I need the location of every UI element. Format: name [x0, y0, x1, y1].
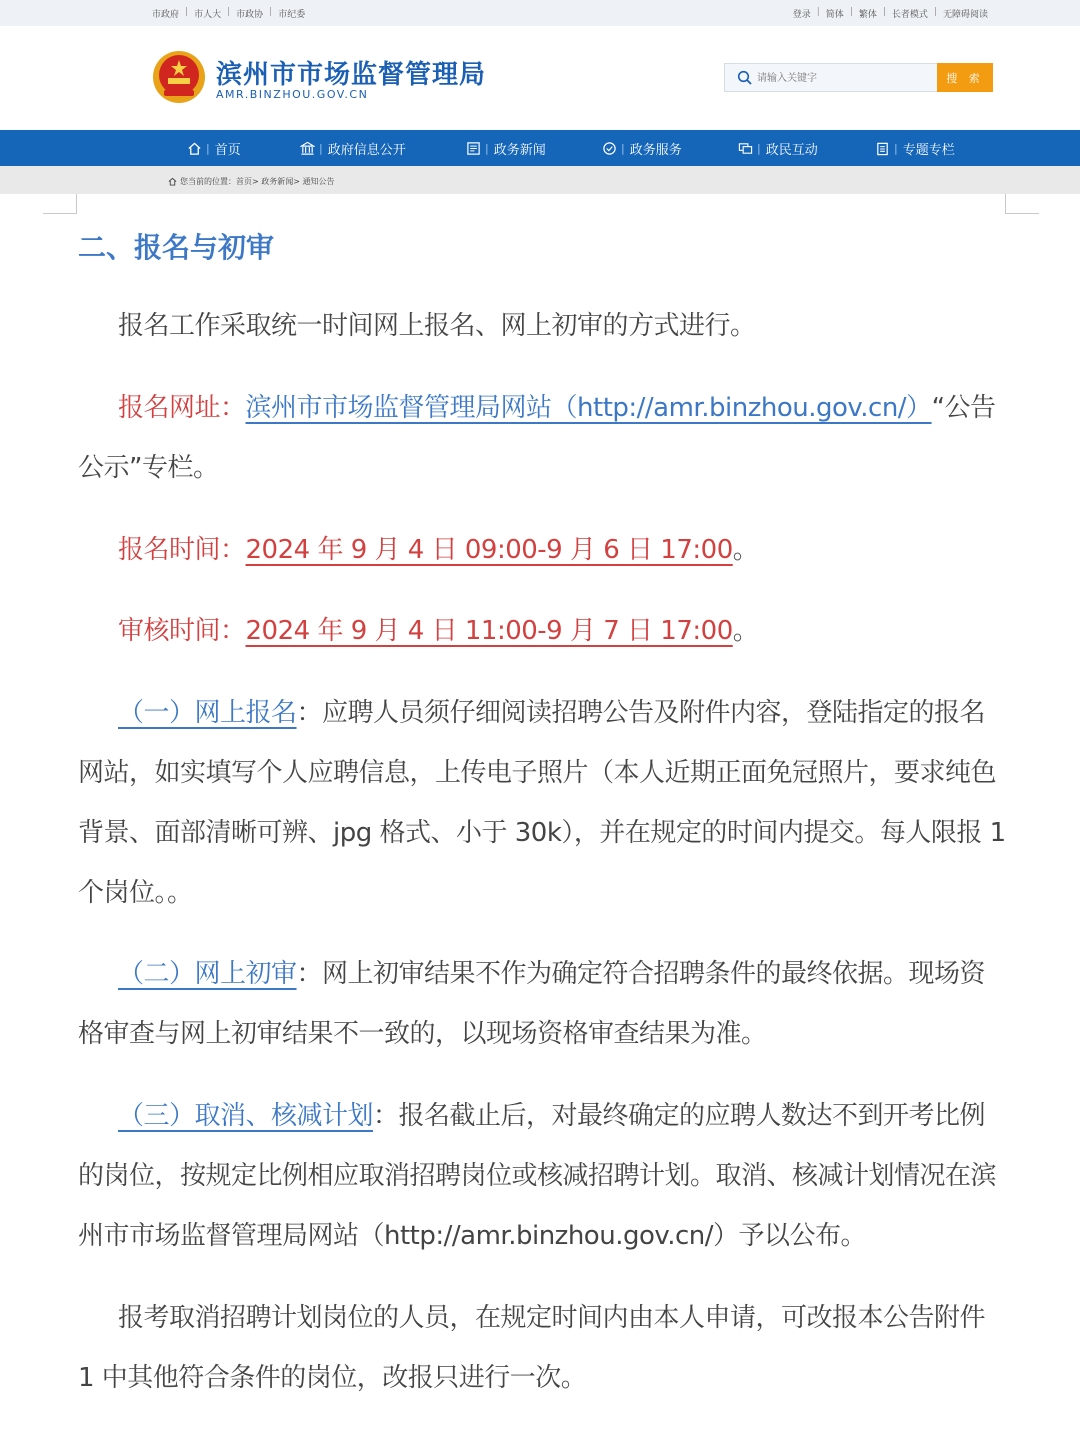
registration-time-label: 报名时间： [118, 535, 246, 565]
clipboard-icon [875, 141, 890, 156]
home-icon [187, 141, 202, 156]
paragraph-cancel-reduce-plan: （三）取消、核减计划：报名截止后，对最终确定的应聘人数达不到开考比例的岗位，按规定比例相应取消招聘岗位或核减招聘计划。取消、核减计划情况在滨州市市场监督管理局网站（http://amr.binzhou.gov.cn/）予以公布。 [78, 1101, 997, 1251]
search-box [724, 63, 993, 92]
link-city-discipline[interactable]: 市纪委 [278, 10, 306, 20]
nav-item-news[interactable]: | 政务新闻 [466, 130, 546, 166]
nav-item-label: 首页 [214, 142, 241, 158]
government-building-icon [300, 141, 315, 156]
nav-item-home[interactable]: | 首页 [187, 130, 241, 166]
site-domain: AMR.BINZHOU.GOV.CN [216, 88, 369, 101]
section-heading: 二、报名与初审 [78, 231, 275, 264]
online-registration-heading[interactable]: （一）网上报名 [118, 698, 297, 728]
link-city-cppcc[interactable]: 市政协 [236, 10, 264, 20]
content-corner-right [1005, 194, 1039, 214]
nav-item-label: 政民互动 [765, 142, 818, 158]
paragraph-registration-method: 报名工作采取统一时间网上报名、网上初审的方式进行。 [118, 311, 756, 341]
nav-item-services[interactable]: | 政务服务 [602, 130, 682, 166]
login-link[interactable]: 登录 [792, 10, 811, 20]
site-name[interactable]: 滨州市市场监督管理局 [216, 60, 487, 90]
content-corner-left [43, 194, 77, 214]
paragraph-online-registration: （一）网上报名：应聘人员须仔细阅读招聘公告及附件内容，登陆指定的报名网站，如实填写个人应聘信息，上传电子照片（本人近期正面免冠照片，要求纯色背景、面部清晰可辨、jpg 格式、小于 30k），并在规定的时间内提交。每人限报 1 个岗位。。 [78, 698, 1006, 908]
paragraph-online-review: （二）网上初审：网上初审结果不作为确定符合招聘条件的最终依据。现场资格审查与网上初审结果不一致的，以现场资格审查结果为准。 [78, 959, 986, 1049]
search-icon [737, 70, 753, 86]
simplified-chinese-link[interactable]: 简体 [825, 10, 844, 20]
nav-item-interaction[interactable]: | 政民互动 [738, 130, 818, 166]
home-icon [168, 177, 177, 186]
nav-item-gov-info[interactable]: | 政府信息公开 [300, 130, 406, 166]
national-emblem-icon [152, 50, 206, 104]
elderly-mode-link[interactable]: 长者模式 [891, 10, 928, 20]
top-links-left: 市政府 | 市人大 | 市政协 | 市纪委 [152, 7, 306, 20]
paragraph-registration-time: 报名时间：2024 年 9 月 4 日 09:00-9 月 6 日 17:00。 [118, 535, 759, 565]
service-icon [602, 141, 617, 156]
search-input[interactable] [757, 68, 927, 88]
site-header [0, 26, 1080, 130]
search-button[interactable]: 搜 索 [937, 63, 993, 92]
link-city-congress[interactable]: 市人大 [194, 10, 222, 20]
main-nav [0, 130, 1080, 166]
registration-url-link[interactable]: 滨州市市场监督管理局网站（http://amr.binzhou.gov.cn/） [245, 393, 932, 423]
interaction-icon [738, 141, 753, 156]
link-city-government[interactable]: 市政府 [152, 10, 180, 20]
top-links-right: 登录 | 简体 | 繁体 | 长者模式 | 无障碍阅读 [792, 7, 988, 20]
paragraph-review-time: 审核时间：2024 年 9 月 4 日 11:00-9 月 7 日 17:00。 [118, 616, 759, 646]
breadcrumb [0, 166, 1080, 194]
cancel-reduce-plan-heading[interactable]: （三）取消、核减计划 [118, 1101, 374, 1131]
nav-item-label: 专题专栏 [902, 142, 955, 158]
online-review-heading[interactable]: （二）网上初审 [118, 959, 297, 989]
registration-url-label: 报名网址： [118, 393, 246, 423]
review-time-value: 2024 年 9 月 4 日 11:00-9 月 7 日 17:00 [245, 616, 733, 646]
traditional-chinese-link[interactable]: 繁体 [858, 10, 877, 20]
nav-item-label: 政务服务 [629, 142, 682, 158]
breadcrumb-text[interactable]: 您当前的位置：首页> 政务新闻> 通知公告 [180, 177, 335, 186]
top-utility-bar [0, 0, 1080, 26]
review-time-label: 审核时间： [118, 616, 246, 646]
nav-item-label: 政府信息公开 [327, 142, 406, 158]
accessibility-link[interactable]: 无障碍阅读 [942, 10, 988, 20]
nav-item-special-topics[interactable]: | 专题专栏 [875, 130, 955, 166]
paragraph-registration-url: 报名网址：滨州市市场监督管理局网站（http://amr.binzhou.gov.cn/）“公告公示”专栏。 [78, 393, 996, 483]
news-icon [466, 141, 481, 156]
paragraph-reapply: 报考取消招聘计划岗位的人员，在规定时间内由本人申请，可改报本公告附件 1 中其他符合条件的岗位，改报只进行一次。 [78, 1303, 986, 1393]
registration-time-value: 2024 年 9 月 4 日 09:00-9 月 6 日 17:00 [245, 535, 733, 565]
nav-item-label: 政务新闻 [493, 142, 546, 158]
